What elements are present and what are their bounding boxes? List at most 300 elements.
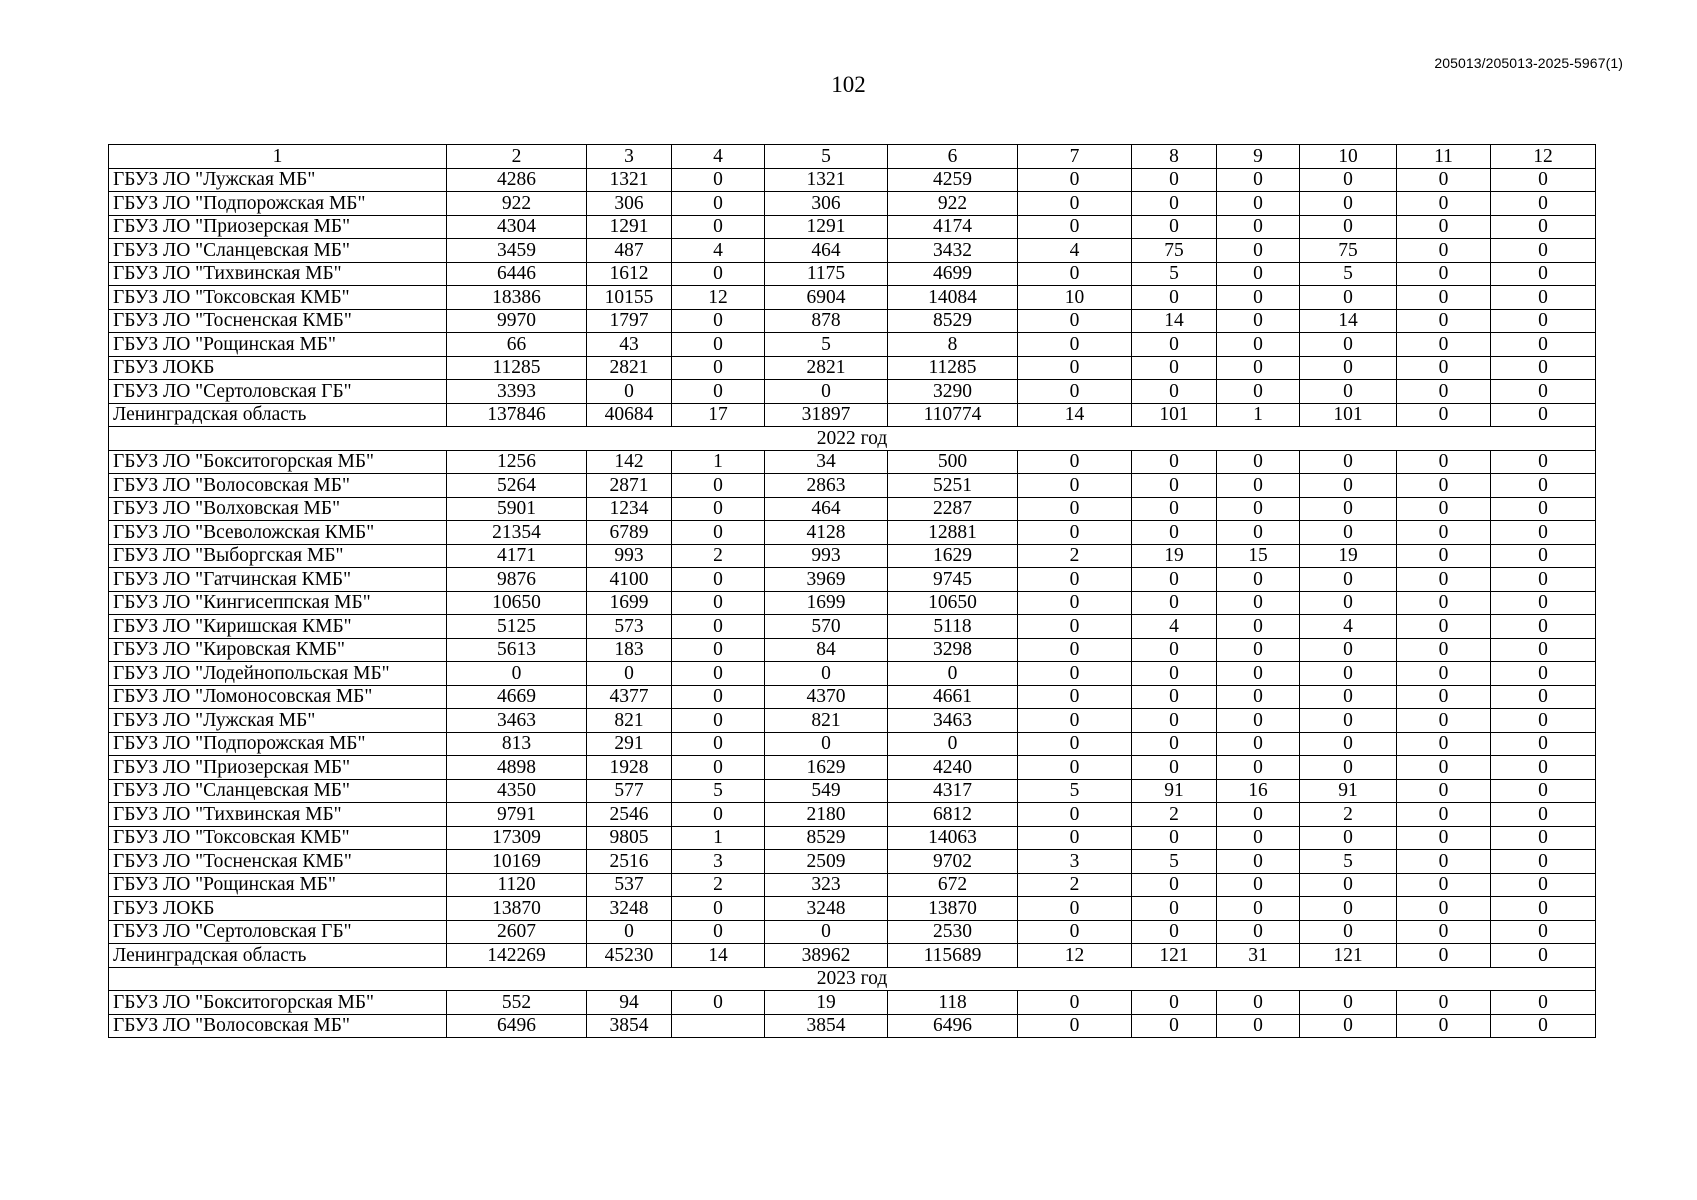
value-cell: 0 xyxy=(1217,239,1300,263)
value-cell: 0 xyxy=(1018,920,1132,944)
value-cell: 9791 xyxy=(447,803,587,827)
value-cell: 21354 xyxy=(447,521,587,545)
value-cell: 0 xyxy=(1217,850,1300,874)
value-cell: 2 xyxy=(1018,873,1132,897)
value-cell: 137846 xyxy=(447,403,587,427)
value-cell: 0 xyxy=(672,756,765,780)
value-cell: 10650 xyxy=(888,591,1018,615)
value-cell: 0 xyxy=(1217,450,1300,474)
value-cell: 922 xyxy=(447,192,587,216)
value-cell: 0 xyxy=(447,662,587,686)
value-cell: 14 xyxy=(1132,309,1217,333)
value-cell: 0 xyxy=(1217,638,1300,662)
value-cell: 0 xyxy=(1397,521,1491,545)
value-cell: 8 xyxy=(888,333,1018,357)
table-row xyxy=(109,803,1596,827)
value-cell: 6812 xyxy=(888,803,1018,827)
value-cell: 1234 xyxy=(587,497,672,521)
value-cell: 0 xyxy=(1300,591,1397,615)
value-cell: 0 xyxy=(1397,450,1491,474)
value-cell: 3393 xyxy=(447,380,587,404)
value-cell: 16 xyxy=(1217,779,1300,803)
value-cell: 0 xyxy=(1018,756,1132,780)
value-cell: 672 xyxy=(888,873,1018,897)
value-cell: 0 xyxy=(1018,192,1132,216)
value-cell: 12881 xyxy=(888,521,1018,545)
value-cell: 813 xyxy=(447,732,587,756)
value-cell: 1175 xyxy=(765,262,888,286)
value-cell: 0 xyxy=(1217,615,1300,639)
value-cell: 922 xyxy=(888,192,1018,216)
value-cell: 0 xyxy=(1217,756,1300,780)
value-cell: 0 xyxy=(1217,497,1300,521)
column-number-5: 5 xyxy=(765,145,888,169)
table-row xyxy=(109,168,1596,192)
value-cell: 0 xyxy=(672,732,765,756)
value-cell: 0 xyxy=(1397,239,1491,263)
value-cell: 0 xyxy=(1300,380,1397,404)
value-cell: 91 xyxy=(1132,779,1217,803)
value-cell: 0 xyxy=(765,380,888,404)
value-cell: 0 xyxy=(1491,215,1596,239)
table-row xyxy=(109,309,1596,333)
value-cell: 0 xyxy=(1018,215,1132,239)
value-cell: 94 xyxy=(587,991,672,1015)
value-cell: 0 xyxy=(672,991,765,1015)
value-cell: 38962 xyxy=(765,944,888,968)
value-cell: 0 xyxy=(1491,262,1596,286)
value-cell: 1 xyxy=(1217,403,1300,427)
value-cell: 1321 xyxy=(765,168,888,192)
table-row xyxy=(109,779,1596,803)
value-cell: 0 xyxy=(1018,497,1132,521)
value-cell: 13870 xyxy=(447,897,587,921)
value-cell: 4 xyxy=(1132,615,1217,639)
value-cell: 0 xyxy=(1397,991,1491,1015)
value-cell: 1120 xyxy=(447,873,587,897)
value-cell: 0 xyxy=(672,192,765,216)
data-table xyxy=(108,144,1596,1038)
value-cell: 0 xyxy=(587,662,672,686)
value-cell: 0 xyxy=(1132,450,1217,474)
institution-name-cell: ГБУЗ ЛО "Бокситогорская МБ" xyxy=(109,450,447,474)
value-cell: 3459 xyxy=(447,239,587,263)
value-cell: 0 xyxy=(1397,568,1491,592)
value-cell: 0 xyxy=(587,920,672,944)
value-cell: 1797 xyxy=(587,309,672,333)
value-cell: 3854 xyxy=(587,1014,672,1038)
value-cell: 110774 xyxy=(888,403,1018,427)
value-cell: 0 xyxy=(1300,356,1397,380)
institution-name-cell: ГБУЗ ЛО "Волосовская МБ" xyxy=(109,1014,447,1038)
value-cell: 0 xyxy=(1018,568,1132,592)
value-cell: 0 xyxy=(1491,944,1596,968)
column-number-10: 10 xyxy=(1300,145,1397,169)
value-cell: 11285 xyxy=(447,356,587,380)
value-cell: 118 xyxy=(888,991,1018,1015)
value-cell: 0 xyxy=(1397,215,1491,239)
institution-name-cell: ГБУЗ ЛО "Сертоловская ГБ" xyxy=(109,380,447,404)
value-cell: 549 xyxy=(765,779,888,803)
value-cell: 0 xyxy=(1397,638,1491,662)
institution-name-cell: ГБУЗ ЛО "Лужская МБ" xyxy=(109,168,447,192)
value-cell: 0 xyxy=(1300,920,1397,944)
table-row xyxy=(109,521,1596,545)
table-row xyxy=(109,403,1596,427)
value-cell: 0 xyxy=(1217,262,1300,286)
column-number-7: 7 xyxy=(1018,145,1132,169)
value-cell: 0 xyxy=(672,591,765,615)
table-row xyxy=(109,450,1596,474)
value-cell: 4350 xyxy=(447,779,587,803)
value-cell: 4661 xyxy=(888,685,1018,709)
value-cell: 0 xyxy=(1018,826,1132,850)
value-cell: 0 xyxy=(1132,732,1217,756)
table-header xyxy=(109,145,1596,169)
value-cell: 1 xyxy=(672,826,765,850)
value-cell: 0 xyxy=(1300,168,1397,192)
value-cell: 5251 xyxy=(888,474,1018,498)
value-cell: 0 xyxy=(1018,991,1132,1015)
value-cell: 4 xyxy=(1300,615,1397,639)
value-cell: 0 xyxy=(1300,474,1397,498)
value-cell: 0 xyxy=(1018,1014,1132,1038)
institution-name-cell: ГБУЗ ЛО "Кингисеппская МБ" xyxy=(109,591,447,615)
value-cell: 101 xyxy=(1300,403,1397,427)
value-cell: 1699 xyxy=(587,591,672,615)
value-cell: 0 xyxy=(1132,638,1217,662)
value-cell: 0 xyxy=(1217,873,1300,897)
value-cell: 0 xyxy=(1018,803,1132,827)
value-cell: 14 xyxy=(672,944,765,968)
value-cell: 13870 xyxy=(888,897,1018,921)
table-row xyxy=(109,709,1596,733)
value-cell: 1291 xyxy=(765,215,888,239)
value-cell: 0 xyxy=(1300,286,1397,310)
institution-name-cell: ГБУЗ ЛО "Рощинская МБ" xyxy=(109,333,447,357)
value-cell: 2546 xyxy=(587,803,672,827)
value-cell: 0 xyxy=(1217,662,1300,686)
table-row xyxy=(109,544,1596,568)
table-row xyxy=(109,638,1596,662)
value-cell: 993 xyxy=(765,544,888,568)
value-cell: 19 xyxy=(1300,544,1397,568)
column-number-6: 6 xyxy=(888,145,1018,169)
value-cell: 0 xyxy=(672,333,765,357)
value-cell: 10650 xyxy=(447,591,587,615)
value-cell: 0 xyxy=(1217,356,1300,380)
value-cell: 0 xyxy=(1491,544,1596,568)
value-cell: 4669 xyxy=(447,685,587,709)
value-cell: 5901 xyxy=(447,497,587,521)
value-cell: 0 xyxy=(1300,732,1397,756)
institution-name-cell: ГБУЗ ЛО "Выборгская МБ" xyxy=(109,544,447,568)
value-cell: 2 xyxy=(1132,803,1217,827)
table-row xyxy=(109,497,1596,521)
value-cell: 0 xyxy=(1491,239,1596,263)
value-cell xyxy=(672,1014,765,1038)
value-cell: 142 xyxy=(587,450,672,474)
value-cell: 0 xyxy=(1018,709,1132,733)
value-cell: 0 xyxy=(672,215,765,239)
value-cell: 14063 xyxy=(888,826,1018,850)
value-cell: 537 xyxy=(587,873,672,897)
value-cell: 0 xyxy=(1217,380,1300,404)
value-cell: 0 xyxy=(1018,897,1132,921)
value-cell: 10155 xyxy=(587,286,672,310)
institution-name-cell: ГБУЗ ЛО "Лужская МБ" xyxy=(109,709,447,733)
value-cell: 821 xyxy=(765,709,888,733)
value-cell: 0 xyxy=(1132,1014,1217,1038)
value-cell: 0 xyxy=(1491,474,1596,498)
value-cell: 0 xyxy=(1132,215,1217,239)
value-cell: 142269 xyxy=(447,944,587,968)
value-cell: 12 xyxy=(1018,944,1132,968)
value-cell: 0 xyxy=(587,380,672,404)
value-cell: 0 xyxy=(765,732,888,756)
column-number-1: 1 xyxy=(109,145,447,169)
table-row xyxy=(109,591,1596,615)
value-cell: 0 xyxy=(1397,474,1491,498)
value-cell: 0 xyxy=(888,662,1018,686)
value-cell: 0 xyxy=(1300,756,1397,780)
value-cell: 464 xyxy=(765,239,888,263)
institution-name-cell: ГБУЗ ЛО "Бокситогорская МБ" xyxy=(109,991,447,1015)
value-cell: 0 xyxy=(1217,826,1300,850)
value-cell: 0 xyxy=(1300,192,1397,216)
value-cell: 0 xyxy=(1018,662,1132,686)
value-cell: 0 xyxy=(1491,873,1596,897)
table-row xyxy=(109,920,1596,944)
value-cell: 14 xyxy=(1018,403,1132,427)
value-cell: 5264 xyxy=(447,474,587,498)
value-cell: 1 xyxy=(672,450,765,474)
value-cell: 34 xyxy=(765,450,888,474)
value-cell: 19 xyxy=(765,991,888,1015)
value-cell: 0 xyxy=(1132,168,1217,192)
value-cell: 17 xyxy=(672,403,765,427)
value-cell: 3248 xyxy=(765,897,888,921)
institution-name-cell: ГБУЗ ЛО "Сертоловская ГБ" xyxy=(109,920,447,944)
value-cell: 9745 xyxy=(888,568,1018,592)
value-cell: 40684 xyxy=(587,403,672,427)
value-cell: 2287 xyxy=(888,497,1018,521)
institution-name-cell: ГБУЗ ЛОКБ xyxy=(109,356,447,380)
value-cell: 0 xyxy=(672,168,765,192)
value-cell: 0 xyxy=(1300,521,1397,545)
value-cell: 2871 xyxy=(587,474,672,498)
value-cell: 5 xyxy=(1300,262,1397,286)
table-row xyxy=(109,944,1596,968)
table-row xyxy=(109,615,1596,639)
value-cell: 2821 xyxy=(587,356,672,380)
value-cell: 2530 xyxy=(888,920,1018,944)
value-cell: 0 xyxy=(672,662,765,686)
value-cell: 4377 xyxy=(587,685,672,709)
table-row xyxy=(109,850,1596,874)
value-cell: 5118 xyxy=(888,615,1018,639)
document-id: 205013/205013-2025-5967(1) xyxy=(1434,55,1623,71)
value-cell: 0 xyxy=(1018,638,1132,662)
value-cell: 0 xyxy=(1132,497,1217,521)
value-cell: 3969 xyxy=(765,568,888,592)
institution-name-cell: ГБУЗ ЛО "Всеволожская КМБ" xyxy=(109,521,447,545)
table-row xyxy=(109,333,1596,357)
table-row xyxy=(109,262,1596,286)
table-row xyxy=(109,286,1596,310)
value-cell: 0 xyxy=(1491,356,1596,380)
value-cell: 0 xyxy=(1491,756,1596,780)
value-cell: 5 xyxy=(765,333,888,357)
value-cell: 6446 xyxy=(447,262,587,286)
value-cell: 0 xyxy=(1217,591,1300,615)
value-cell: 0 xyxy=(1132,356,1217,380)
value-cell: 0 xyxy=(1132,380,1217,404)
value-cell: 0 xyxy=(1491,897,1596,921)
value-cell: 0 xyxy=(1018,521,1132,545)
value-cell: 14084 xyxy=(888,286,1018,310)
value-cell: 0 xyxy=(1491,286,1596,310)
column-number-3: 3 xyxy=(587,145,672,169)
table-row xyxy=(109,380,1596,404)
column-number-row xyxy=(109,145,1596,169)
institution-name-cell: ГБУЗ ЛО "Тосненская КМБ" xyxy=(109,309,447,333)
value-cell: 0 xyxy=(1217,709,1300,733)
value-cell: 2509 xyxy=(765,850,888,874)
value-cell: 4240 xyxy=(888,756,1018,780)
value-cell: 0 xyxy=(1132,897,1217,921)
value-cell: 0 xyxy=(1491,168,1596,192)
value-cell: 2863 xyxy=(765,474,888,498)
value-cell: 0 xyxy=(1397,497,1491,521)
value-cell: 0 xyxy=(1491,850,1596,874)
value-cell: 0 xyxy=(1397,873,1491,897)
value-cell: 91 xyxy=(1300,779,1397,803)
value-cell: 0 xyxy=(1397,826,1491,850)
section-row xyxy=(109,427,1596,451)
value-cell: 0 xyxy=(1397,803,1491,827)
value-cell: 1928 xyxy=(587,756,672,780)
value-cell: 0 xyxy=(888,732,1018,756)
institution-name-cell: ГБУЗ ЛО "Приозерская МБ" xyxy=(109,215,447,239)
value-cell: 0 xyxy=(1132,991,1217,1015)
value-cell: 4304 xyxy=(447,215,587,239)
value-cell: 0 xyxy=(1491,333,1596,357)
value-cell: 0 xyxy=(1491,450,1596,474)
value-cell: 8529 xyxy=(888,309,1018,333)
value-cell: 487 xyxy=(587,239,672,263)
value-cell: 121 xyxy=(1300,944,1397,968)
value-cell: 552 xyxy=(447,991,587,1015)
value-cell: 10169 xyxy=(447,850,587,874)
value-cell: 0 xyxy=(1217,474,1300,498)
table-row xyxy=(109,239,1596,263)
table-row xyxy=(109,873,1596,897)
value-cell: 8529 xyxy=(765,826,888,850)
value-cell: 3854 xyxy=(765,1014,888,1038)
value-cell: 0 xyxy=(1217,685,1300,709)
value-cell: 3 xyxy=(1018,850,1132,874)
value-cell: 3463 xyxy=(447,709,587,733)
value-cell: 0 xyxy=(1217,1014,1300,1038)
value-cell: 0 xyxy=(1397,920,1491,944)
institution-name-cell: ГБУЗ ЛО "Приозерская МБ" xyxy=(109,756,447,780)
value-cell: 0 xyxy=(1397,756,1491,780)
value-cell: 84 xyxy=(765,638,888,662)
value-cell: 0 xyxy=(1217,168,1300,192)
value-cell: 0 xyxy=(1397,309,1491,333)
value-cell: 0 xyxy=(1300,1014,1397,1038)
value-cell: 0 xyxy=(1018,450,1132,474)
value-cell: 31 xyxy=(1217,944,1300,968)
value-cell: 0 xyxy=(1018,333,1132,357)
value-cell: 75 xyxy=(1132,239,1217,263)
value-cell: 0 xyxy=(1300,662,1397,686)
value-cell: 2180 xyxy=(765,803,888,827)
institution-name-cell: ГБУЗ ЛО "Подпорожская МБ" xyxy=(109,732,447,756)
value-cell: 15 xyxy=(1217,544,1300,568)
value-cell: 5125 xyxy=(447,615,587,639)
value-cell: 183 xyxy=(587,638,672,662)
value-cell: 0 xyxy=(672,568,765,592)
institution-name-cell: Ленинградская область xyxy=(109,403,447,427)
value-cell: 0 xyxy=(1491,779,1596,803)
value-cell: 6496 xyxy=(447,1014,587,1038)
value-cell: 0 xyxy=(1397,732,1491,756)
value-cell: 9702 xyxy=(888,850,1018,874)
value-cell: 11285 xyxy=(888,356,1018,380)
value-cell: 5613 xyxy=(447,638,587,662)
value-cell: 0 xyxy=(1018,168,1132,192)
value-cell: 0 xyxy=(1217,215,1300,239)
value-cell: 0 xyxy=(672,685,765,709)
section-year-label: 2023 год xyxy=(109,967,1596,991)
value-cell: 12 xyxy=(672,286,765,310)
value-cell: 0 xyxy=(765,920,888,944)
value-cell: 0 xyxy=(1300,826,1397,850)
value-cell: 0 xyxy=(1397,286,1491,310)
value-cell: 0 xyxy=(1132,920,1217,944)
value-cell: 0 xyxy=(1132,286,1217,310)
value-cell: 2 xyxy=(672,544,765,568)
value-cell: 0 xyxy=(1217,991,1300,1015)
column-number-8: 8 xyxy=(1132,145,1217,169)
value-cell: 0 xyxy=(1491,1014,1596,1038)
value-cell: 0 xyxy=(1397,544,1491,568)
value-cell: 2 xyxy=(672,873,765,897)
column-number-2: 2 xyxy=(447,145,587,169)
value-cell: 0 xyxy=(1217,897,1300,921)
value-cell: 1699 xyxy=(765,591,888,615)
institution-name-cell: ГБУЗ ЛО "Ломоносовская МБ" xyxy=(109,685,447,709)
value-cell: 121 xyxy=(1132,944,1217,968)
value-cell: 0 xyxy=(1300,568,1397,592)
value-cell: 0 xyxy=(1491,568,1596,592)
table-row xyxy=(109,662,1596,686)
value-cell: 14 xyxy=(1300,309,1397,333)
value-cell: 5 xyxy=(1132,850,1217,874)
value-cell: 4 xyxy=(1018,239,1132,263)
value-cell: 0 xyxy=(1018,380,1132,404)
column-number-4: 4 xyxy=(672,145,765,169)
value-cell: 0 xyxy=(1300,709,1397,733)
value-cell: 0 xyxy=(1397,262,1491,286)
value-cell: 0 xyxy=(672,615,765,639)
value-cell: 0 xyxy=(1397,944,1491,968)
value-cell: 4370 xyxy=(765,685,888,709)
value-cell: 0 xyxy=(1491,192,1596,216)
value-cell: 0 xyxy=(672,897,765,921)
